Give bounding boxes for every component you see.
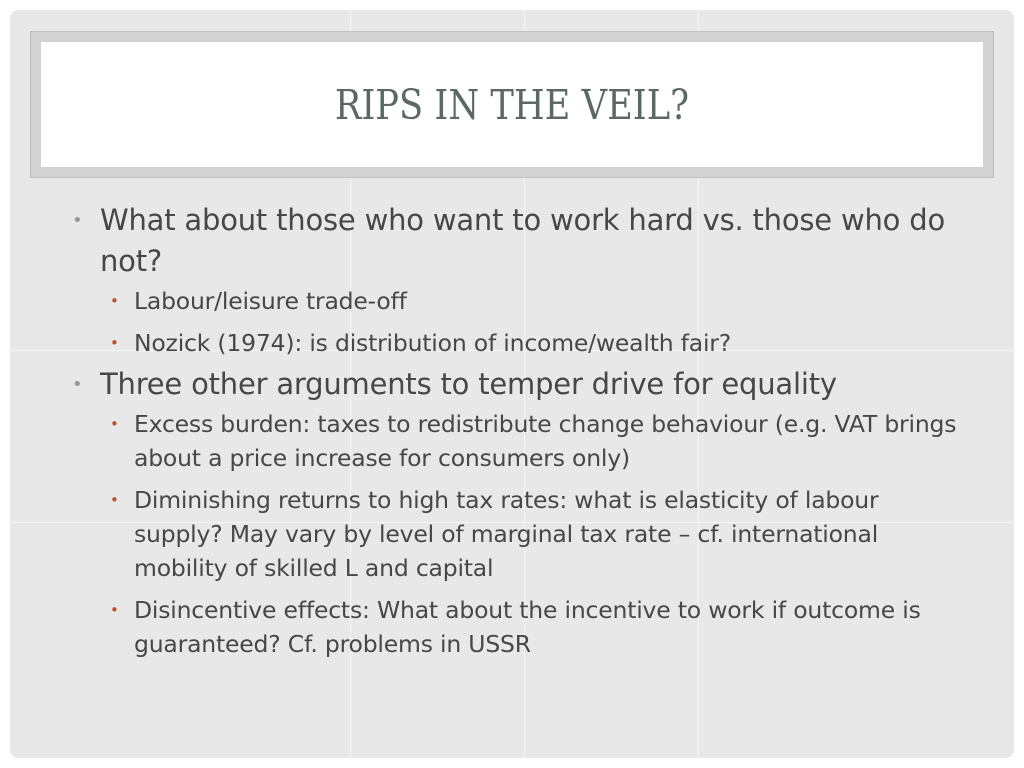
title-frame [30, 31, 994, 178]
bullet-level2 [68, 407, 968, 475]
bullet-text: Three other arguments to temper drive for equality [100, 367, 837, 401]
bullet-dot-icon: • [72, 210, 83, 231]
bullet-text: Disincentive effects: What about the incentive to work if outcome is guaranteed? Cf. problems in USSR [134, 596, 921, 658]
bullet-level2 [68, 326, 968, 360]
bullet-text: Nozick (1974): is distribution of income/wealth fair? [134, 329, 732, 357]
bullet-dot-icon: • [110, 292, 119, 310]
slide [10, 10, 1014, 758]
bullet-level1 [68, 364, 968, 405]
bullet-level2 [68, 593, 968, 661]
title-box [41, 42, 983, 167]
slide-body [68, 200, 968, 661]
bullet-dot-icon: • [110, 601, 119, 619]
bullet-dot-icon: • [72, 374, 83, 395]
bullet-text: What about those who want to work hard vs. those who do not? [100, 203, 945, 278]
bullet-dot-icon: • [110, 334, 119, 352]
bullet-text: Labour/leisure trade-off [134, 287, 407, 315]
bullet-level2 [68, 483, 968, 585]
bullet-text: Excess burden: taxes to redistribute change behaviour (e.g. VAT brings about a price increase for consumers only) [134, 410, 957, 472]
slide-title: RIPS IN THE VEIL? [334, 80, 690, 129]
bullet-level1 [68, 200, 968, 282]
bullet-level2 [68, 284, 968, 318]
bullet-dot-icon: • [110, 415, 119, 433]
bullet-dot-icon: • [110, 491, 119, 509]
bullet-text: Diminishing returns to high tax rates: what is elasticity of labour supply? May vary by level of marginal tax rate – cf. international mobility of skilled L and capital [134, 486, 879, 582]
